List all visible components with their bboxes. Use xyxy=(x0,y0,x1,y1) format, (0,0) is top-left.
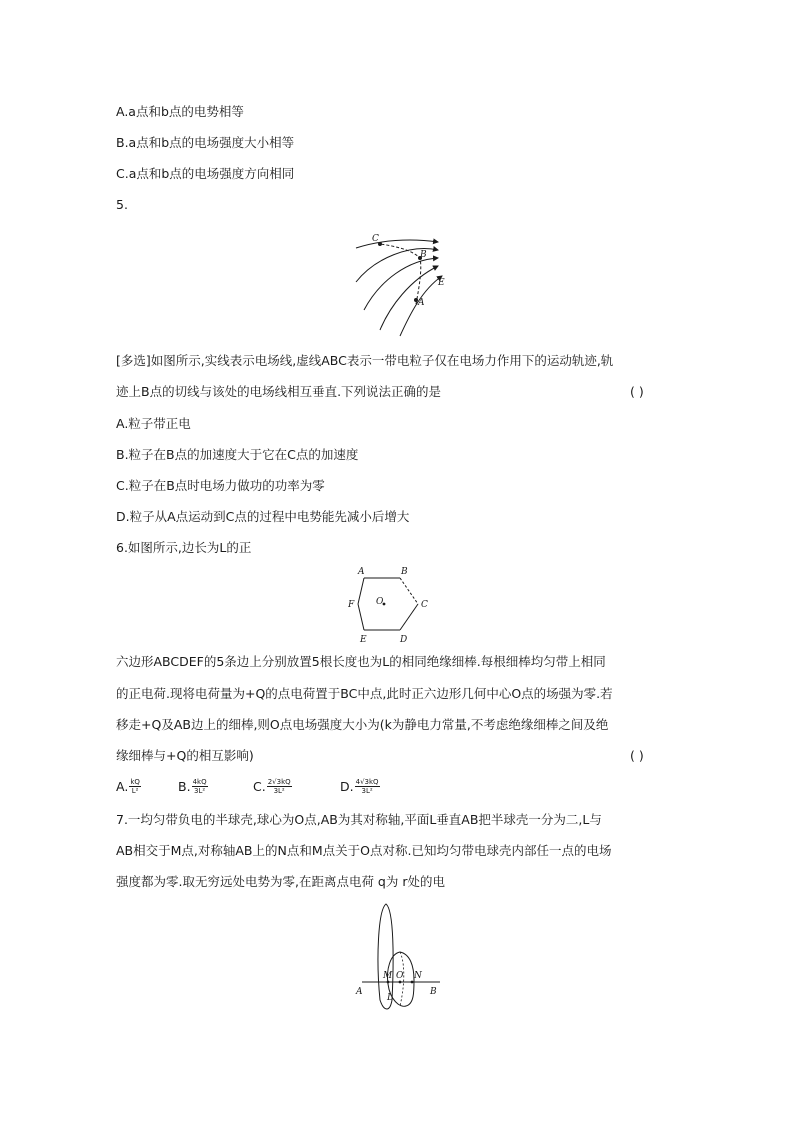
q6-line-4: 缘细棒与+Q的相互影响) xyxy=(116,748,254,763)
label-e: E xyxy=(438,278,445,288)
hex-side-fa xyxy=(358,578,364,604)
q6-intro: 6.如图所示,边长为L的正 xyxy=(116,540,252,555)
q7-line-3: 强度都为零.取无穷远处电势为零,在距离点电荷 q为 r处的电 xyxy=(116,874,445,889)
q5-number: 5. xyxy=(116,197,128,212)
label-b: B xyxy=(420,250,427,260)
q6-option-b-fraction: $\frac{4kQ}{\text{3L²}}$ xyxy=(192,778,207,795)
q6-option-a-letter: A. xyxy=(116,779,129,794)
hex-side-bc xyxy=(400,578,418,604)
hex-label-a: A xyxy=(358,567,365,577)
q6-option-d-fraction: $\frac{4√3kQ}{\text{3L²}}$ xyxy=(355,778,379,795)
hex-side-ef xyxy=(358,604,364,630)
q6-option-c xyxy=(253,778,292,795)
label-c: C xyxy=(372,234,379,244)
q5-option-c: C.粒子在B点时电场力做功的功率为零 xyxy=(116,478,325,493)
field-line-3 xyxy=(364,258,438,310)
q6-option-a-fraction: $\frac{kQ}{\text{L²}}$ xyxy=(130,778,140,795)
label-a: A xyxy=(356,987,363,997)
hex-label-d: D xyxy=(400,635,408,645)
field-line-4 xyxy=(380,266,438,330)
q6-line-2: 的正电荷.现将电荷量为+Q的点电荷置于BC中点,此时正六边形几何中心O点的场强为零.若 xyxy=(116,686,613,701)
q6-option-c-fraction: $\frac{2√3kQ}{\text{3L²}}$ xyxy=(267,778,291,795)
q4-option-a: A.a点和b点的电势相等 xyxy=(116,104,244,119)
q5-option-b: B.粒子在B点的加速度大于它在C点的加速度 xyxy=(116,447,359,462)
hex-label-e: E xyxy=(360,635,367,645)
q5-field-line-figure xyxy=(350,228,460,338)
q7-line-2: AB相交于M点,对称轴AB上的N点和M点关于O点对称.已知均匀带电球壳内部任一点的电场 xyxy=(116,843,612,858)
q6-option-c-letter: C. xyxy=(253,779,266,794)
q6-line-3: 移走+Q及AB边上的细棒,则O点电场强度大小为(k为静电力常量,不考虑绝缘细棒之间及绝 xyxy=(116,717,609,732)
label-n: N xyxy=(414,971,422,981)
q4-option-b: B.a点和b点的电场强度大小相等 xyxy=(116,135,295,150)
label-b: B xyxy=(430,987,437,997)
hex-label-f: F xyxy=(348,600,355,610)
q6-option-d xyxy=(340,778,380,795)
q5-stem-line-2: 迹上B点的切线与该处的电场线相互垂直.下列说法正确的是 xyxy=(116,384,442,399)
label-a: A xyxy=(418,298,425,308)
label-m: M xyxy=(383,971,393,981)
q7-line-1: 7.一均匀带负电的半球壳,球心为O点,AB为其对称轴,平面L垂直AB把半球壳一分为二,L与 xyxy=(116,812,602,827)
q6-hexagon-figure xyxy=(348,564,448,646)
q6-option-b-letter: B. xyxy=(178,779,191,794)
label-l: L xyxy=(387,993,393,1003)
label-o: O xyxy=(396,971,404,981)
q4-option-c: C.a点和b点的电场强度方向相同 xyxy=(116,166,295,181)
q6-option-a xyxy=(116,778,141,795)
q5-answer-paren: ( ) xyxy=(630,384,644,399)
q6-answer-paren: ( ) xyxy=(630,748,644,763)
hex-side-cd xyxy=(400,604,418,630)
q5-stem-line-1: [多选]如图所示,实线表示电场线,虚线ABC表示一带电粒子仅在电场力作用下的运动轨迹,轨 xyxy=(116,353,614,368)
hex-label-c: C xyxy=(421,600,428,610)
q5-option-a: A.粒子带正电 xyxy=(116,416,191,431)
q6-option-d-letter: D. xyxy=(340,779,354,794)
q5-option-d: D.粒子从A点运动到C点的过程中电势能先减小后增大 xyxy=(116,509,410,524)
q6-option-b xyxy=(178,778,208,795)
q7-hemisphere-figure xyxy=(350,900,450,1020)
q6-line-1: 六边形ABCDEF的5条边上分别放置5根长度也为L的相同绝缘细棒.每根细棒均匀带上相同 xyxy=(116,654,606,669)
hex-label-o: O xyxy=(376,597,384,607)
hex-label-b: B xyxy=(401,567,408,577)
trajectory-abc xyxy=(380,244,421,304)
